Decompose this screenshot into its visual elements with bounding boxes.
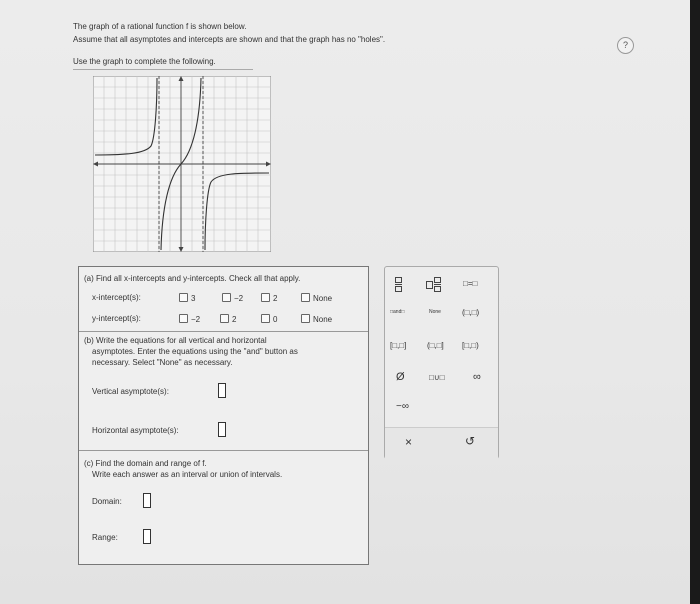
checkbox[interactable]	[220, 314, 229, 323]
open-closed-interval-button[interactable]: (□,□]	[427, 341, 444, 350]
union-button[interactable]: □∪□	[429, 373, 445, 382]
part-a-prompt: (a) Find all x-intercepts and y-intercepts. Check all that apply.	[84, 274, 301, 283]
domain-label: Domain:	[92, 497, 122, 506]
empty-set-button[interactable]: Ø	[396, 371, 405, 383]
vertical-asymptote-label: Vertical asymptote(s):	[92, 387, 169, 396]
range-input[interactable]	[143, 529, 151, 544]
x-option-neg-2[interactable]: −2	[222, 293, 243, 303]
part-a-section	[79, 267, 368, 332]
part-c-section	[79, 450, 368, 564]
checkbox[interactable]	[179, 314, 188, 323]
y-option-0[interactable]: 0	[261, 314, 277, 324]
y-option-none[interactable]: None	[301, 314, 332, 324]
divider	[73, 69, 253, 70]
x-option-none[interactable]: None	[301, 293, 332, 303]
fraction-button[interactable]	[395, 277, 401, 292]
y-option-neg-2[interactable]: −2	[179, 314, 200, 324]
help-button[interactable]: ?	[617, 37, 634, 54]
horizontal-asymptote-label: Horizontal asymptote(s):	[92, 426, 179, 435]
vertical-asymptote-input[interactable]	[218, 383, 226, 398]
part-b-line-1: (b) Write the equations for all vertical and horizontal	[84, 336, 267, 345]
mixed-fraction-button[interactable]	[426, 277, 440, 292]
clear-button[interactable]: ×	[405, 435, 413, 449]
keypad-actions	[385, 427, 498, 459]
part-b-section	[79, 331, 368, 451]
and-button[interactable]: □and□	[390, 309, 405, 315]
part-b-line-3: necessary. Select "None" as necessary.	[92, 358, 233, 367]
checkbox[interactable]	[222, 293, 231, 302]
y-option-2[interactable]: 2	[220, 314, 236, 324]
domain-input[interactable]	[143, 493, 151, 508]
equals-button[interactable]: □=□	[463, 279, 478, 288]
math-keypad	[384, 266, 499, 459]
none-button[interactable]: None	[429, 309, 441, 315]
checkbox[interactable]	[261, 293, 270, 302]
function-graph	[93, 76, 271, 252]
closed-closed-interval-button[interactable]: [□,□]	[390, 341, 407, 350]
closed-open-interval-button[interactable]: [□,□)	[462, 341, 479, 350]
problem-line-2: Assume that all asymptotes and intercepts are shown and that the graph has no "holes".	[73, 35, 386, 44]
problem-line-1: The graph of a rational function f is shown below.	[73, 22, 247, 31]
checkbox[interactable]	[179, 293, 188, 302]
open-open-interval-button[interactable]: (□,□)	[462, 308, 480, 317]
checkbox[interactable]	[301, 293, 310, 302]
problem-line-3: Use the graph to complete the following.	[73, 57, 216, 66]
range-label: Range:	[92, 533, 118, 542]
y-intercept-label: y-intercept(s):	[92, 314, 141, 323]
answer-panel	[78, 266, 369, 565]
x-option-2[interactable]: 2	[261, 293, 277, 303]
undo-button[interactable]: ↺	[465, 434, 476, 448]
negative-infinity-button[interactable]: −∞	[396, 401, 409, 412]
infinity-button[interactable]: ∞	[473, 371, 481, 383]
part-b-line-2: asymptotes. Enter the equations using the "and" button as	[92, 347, 298, 356]
horizontal-asymptote-input[interactable]	[218, 422, 226, 437]
x-option-3[interactable]: 3	[179, 293, 195, 303]
part-c-line-1: (c) Find the domain and range of f.	[84, 459, 207, 468]
checkbox[interactable]	[261, 314, 270, 323]
x-intercept-label: x-intercept(s):	[92, 293, 141, 302]
part-c-line-2: Write each answer as an interval or union of intervals.	[92, 470, 283, 479]
checkbox[interactable]	[301, 314, 310, 323]
